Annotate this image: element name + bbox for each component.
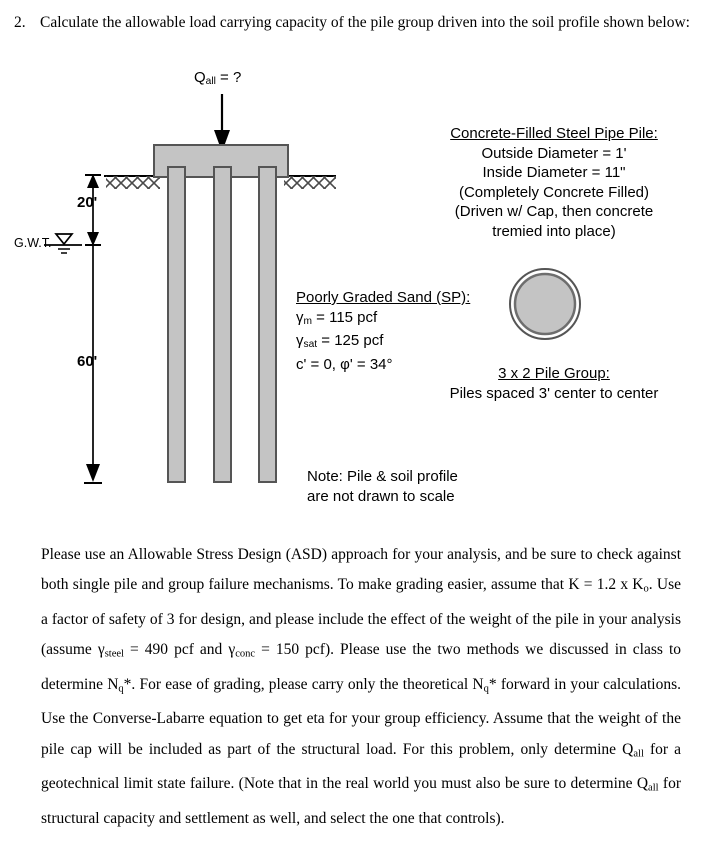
instr-seg-6: for a geotechnical limit state failure. (Note that in the real world you must also be sure to determine Q	[41, 740, 681, 793]
depth-label-upper: 20'	[77, 194, 98, 211]
pile-group-figure	[0, 62, 706, 517]
pile-group-spacing: Piles spaced 3' center to center	[449, 384, 659, 402]
problem-heading	[14, 8, 692, 38]
instr-seg-1: . Use a factor of safety of 3 for design, and please include the effect of the weight of the pile in your analysis (assume γ	[41, 576, 681, 659]
instr-seg-2: = 490 pcf and γ	[124, 641, 236, 659]
instr-seg-7: for structural capacity and settlement as well, and select the one that controls).	[41, 775, 681, 827]
soil-properties-block	[296, 288, 516, 374]
problem-statement: Calculate the allowable load carrying capacity of the pile group driven into the soil profile shown below:	[40, 14, 690, 31]
figure-note	[307, 467, 547, 506]
gwt-label: G.W.T.	[14, 236, 52, 250]
load-arrow-icon	[214, 94, 230, 152]
pile-info-line-3: (Completely Concrete Filled)	[458, 183, 650, 201]
pile-info-title: Concrete-Filled Steel Pipe Pile:	[450, 125, 658, 142]
instr-seg-4: *. For ease of grading, please carry only the theoretical N	[123, 675, 484, 693]
pile-group-title: 3 x 2 Pile Group:	[498, 365, 610, 382]
instr-sub-2: conc	[235, 648, 256, 660]
pile-info-line-4: (Driven w/ Cap, then concrete	[454, 203, 654, 220]
figure-note-line-1: Note: Pile & soil profile	[307, 468, 458, 485]
problem-number: 2.	[14, 14, 26, 31]
instr-seg-3: = 150 pcf). Please use the two methods we discussed in class to determine N	[41, 641, 682, 693]
instr-sub-5: all	[633, 748, 644, 760]
instructions-paragraph	[41, 540, 681, 834]
instr-sub-1: steel	[104, 648, 124, 660]
instr-sub-6: all	[648, 782, 659, 794]
soil-title: Poorly Graded Sand (SP):	[296, 289, 471, 306]
figure-note-line-2: are not drawn to scale	[307, 487, 455, 505]
depth-label-lower: 60'	[77, 353, 98, 370]
pile-group-block	[414, 364, 694, 403]
instr-sub-4: q	[483, 683, 489, 695]
instr-seg-0: Please use an Allowable Stress Design (ASD) approach for your analysis, and be sure to check against both single pile and group failure mechanisms. To make grading easier, assume that K = 1.2 x K	[41, 546, 681, 594]
pile-elevation-group	[168, 167, 276, 482]
pile-info-block	[414, 124, 694, 241]
soil-strength: c' = 0, φ' = 34°	[296, 355, 393, 373]
pile-info-line-5: tremied into place)	[492, 222, 616, 240]
soil-gamma-moist: $\gamma_m = 115$ pcf	[296, 308, 378, 327]
pile-cross-section	[510, 269, 580, 339]
load-label: $Q_{all}$ = ?	[194, 69, 242, 88]
instr-sub-3: q	[118, 683, 124, 695]
instr-seg-5: * forward in your calculations. Use the Converse-Labarre equation to get eta for your group efficiency. Assume that the weight of the pile cap will be included as part of the structural load. For this problem, only determine Q	[41, 675, 681, 758]
pile-right	[259, 167, 276, 482]
soil-gamma-sat: $\gamma_{sat} = 125$ pcf	[296, 332, 384, 351]
pile-middle	[214, 167, 231, 482]
pile-left	[168, 167, 185, 482]
pile-info-line-1: Outside Diameter = 1'	[481, 144, 627, 162]
instr-sub-0: o	[643, 583, 649, 595]
pile-info-line-2: Inside Diameter = 11"	[482, 164, 626, 181]
